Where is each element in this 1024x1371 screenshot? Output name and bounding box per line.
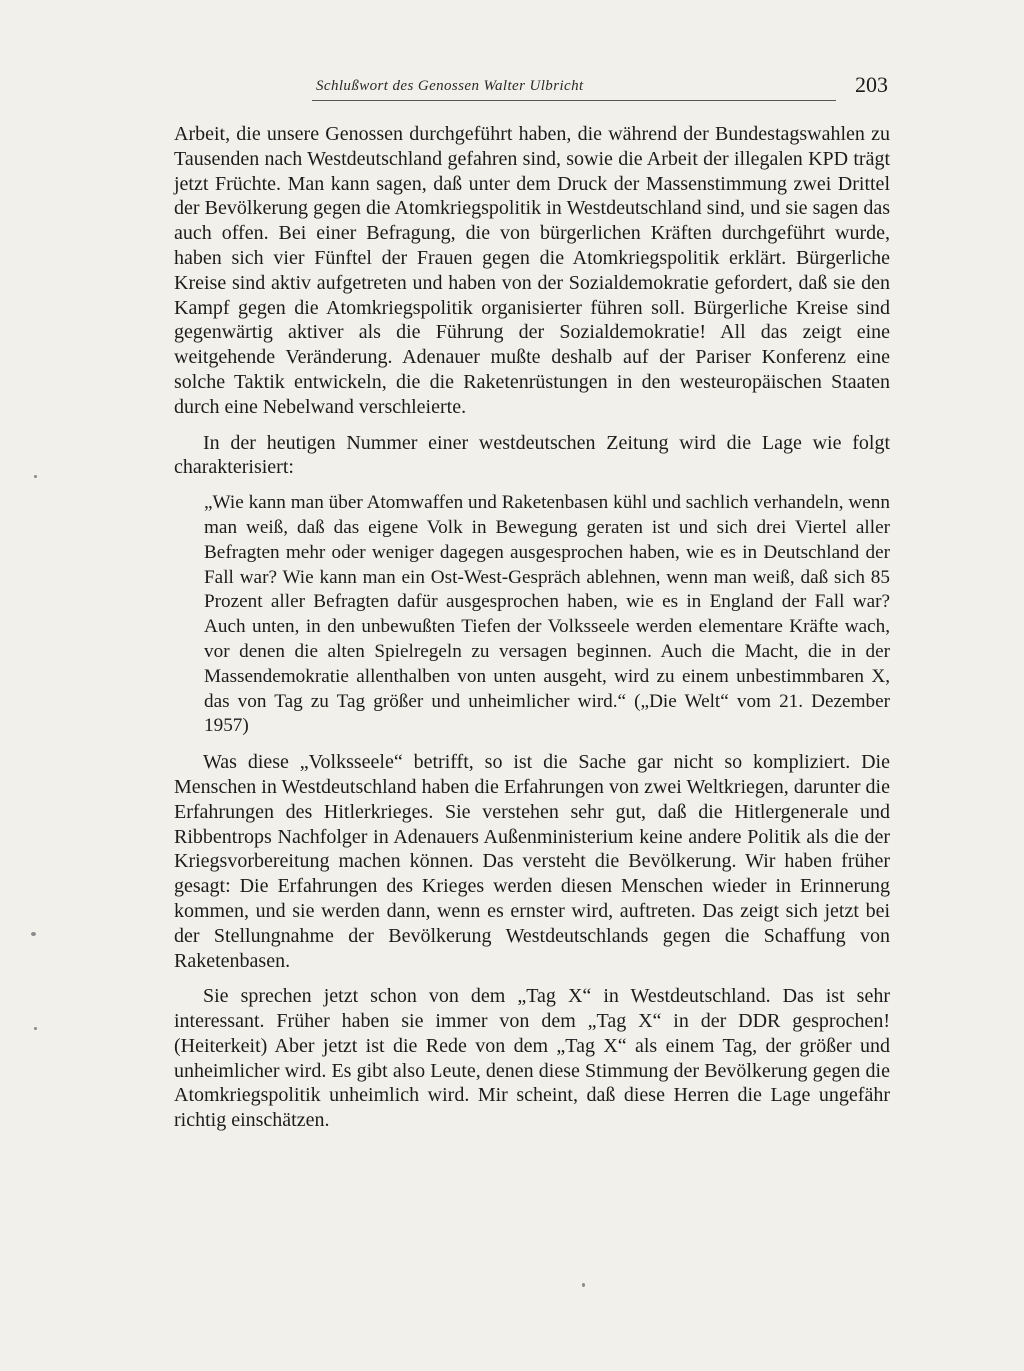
scan-speck	[34, 475, 37, 478]
scan-speck	[34, 1027, 37, 1030]
paragraph-volksseele: Was diese „Volksseele“ betrifft, so ist die Sache gar nicht so kompliziert. Die Menschen in Westdeutschland haben die Erfahrungen von zwei Weltkriegen, darunter die Erfahrungen des Hitlerkrieges. Sie verstehen sehr gut, daß die Hitlergenerale und Ribbentrops Nachfolger in Adenauers Außenministerium keine andere Politik als die der Kriegsvorbereitung machen können. Das versteht die Bevölkerung. Wir haben früher gesagt: Die Erfahrungen des Krieges werden diesen Menschen wieder in Erinnerung kommen, und sie werden dann, wenn es ernster wird, auftreten. Das zeigt sich jetzt bei der Stellungnahme der Bevölkerung Westdeutschlands gegen die Schaffung von Raketenbasen.	[174, 751, 890, 972]
body-text	[174, 122, 890, 1133]
block-quote: „Wie kann man über Atomwaffen und Raketenbasen kühl und sachlich verhandeln, wenn man weiß, daß das eigene Volk in Bewegung geraten ist und sich drei Viertel aller Befragten mehr oder weniger dagegen ausgesprochen haben, wie es in Deutschland der Fall war? Wie kann man ein Ost-West-Gespräch ablehnen, wenn man weiß, daß sich 85 Prozent aller Befragten dafür ausgesprochen haben, wie es in England der Fall war? Auch unten, in den unbewußten Tiefen der Volksseele werden elementare Kräfte wach, vor denen die alten Spielregeln zu versagen beginnen. Auch die Macht, die in der Massendemokratie allenthalben von unten ausgeht, wird zu einem unbestimmbaren X, das von Tag zu Tag größer und unheimlicher wird.“ („Die Welt“ vom 21. Dezember 1957)	[204, 492, 890, 737]
page-header	[312, 72, 888, 100]
scan-speck	[31, 932, 36, 936]
page-number: 203	[855, 72, 888, 97]
paragraph-intro-quote: In der heutigen Nummer einer westdeutschen Zeitung wird die Lage wie folgt charakterisiert:	[174, 431, 890, 479]
scan-speck	[582, 1283, 585, 1287]
running-title: Schlußwort des Genossen Walter Ulbricht	[316, 78, 584, 94]
paragraph-tag-x: Sie sprechen jetzt schon von dem „Tag X“ in Westdeutschland. Das ist sehr interessant. Früher haben sie immer von dem „Tag X“ in der DDR gesprochen! (Heiterkeit) Aber jetzt ist die Rede von dem „Tag X“ als einem Tag, der größer und unheimlicher wird. Es gibt also Leute, denen diese Stimmung der Bevölkerung gegen die Atomkriegspolitik unheimlich wird. Mir scheint, daß diese Herren die Lage ungefähr richtig einschätzen.	[174, 985, 890, 1132]
paragraph-continued: Arbeit, die unsere Genossen durchgeführt haben, die während der Bundestagswahlen zu Tausenden nach Westdeutschland gefahren sind, sowie die Arbeit der illegalen KPD trägt jetzt Früchte. Man kann sagen, daß unter dem Druck der Massenstimmung zwei Drittel der Bevölkerung gegen die Atomkriegspolitik in Westdeutschland sind, und sie sagen das auch offen. Bei einer Befragung, die von bürgerlichen Kräften durchgeführt wurde, haben sich vier Fünftel der Frauen gegen die Atomkriegspolitik erklärt. Bürgerliche Kreise sind aktiv aufgetreten und haben von der Sozialdemokratie gefordert, daß sie den Kampf gegen die Atomkriegspolitik organisierter führen soll. Bürgerliche Kreise sind gegenwärtig aktiver als die Führung der Sozialdemokratie! All das zeigt eine weitgehende Veränderung. Adenauer mußte deshalb auf der Pariser Konferenz eine solche Taktik entwickeln, die die Raketenrüstungen in den westeuropäischen Staaten durch eine Nebelwand verschleierte.	[174, 123, 890, 418]
header-rule	[312, 100, 836, 101]
